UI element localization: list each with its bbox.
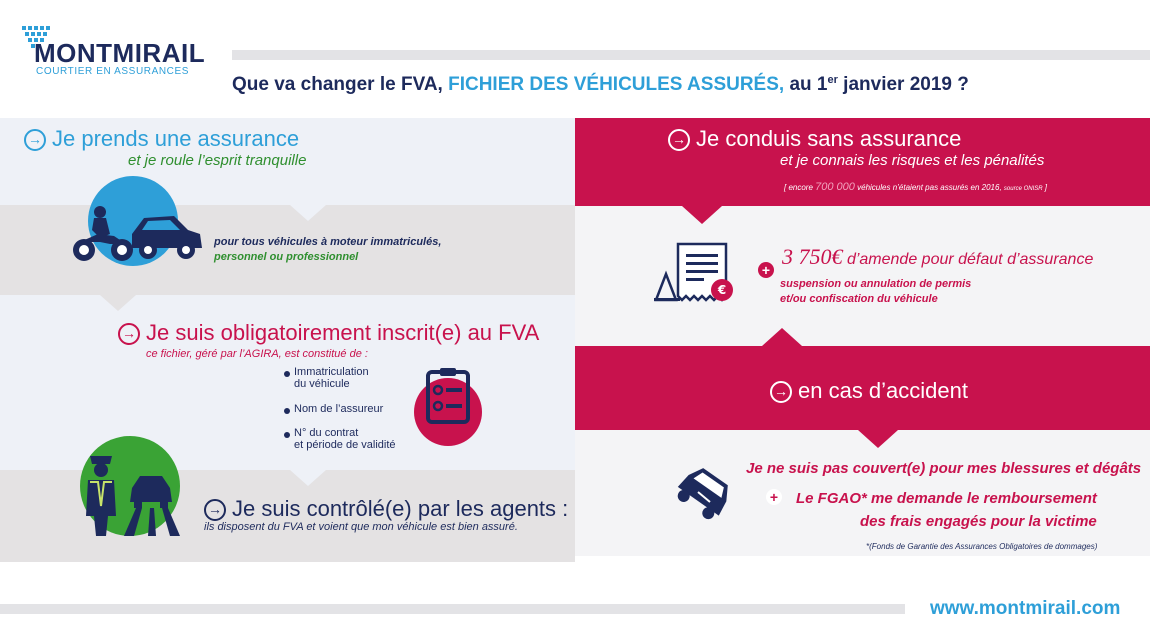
- fva-item-1: [284, 366, 369, 390]
- title-sup: er: [827, 74, 838, 86]
- penalty-line-2: et/ou confiscation du véhicule: [780, 293, 938, 305]
- left-notch-2: [100, 295, 136, 311]
- arrow-circle-icon: →: [118, 323, 140, 345]
- penalty-line-1: suspension ou annulation de permis: [780, 278, 972, 290]
- accident-line-1: Je ne suis pas couvert(e) pour mes blessures et dégâts: [746, 460, 1142, 477]
- police-officer-icon: [76, 446, 188, 536]
- insured-line-1: pour tous véhicules à moteur immatriculés,: [214, 236, 442, 248]
- clipboard-checklist-icon: [424, 366, 472, 424]
- fva-item-3: [284, 427, 396, 451]
- penalty-plus: [758, 262, 774, 280]
- controlled-subtitle: ils disposent du FVA et voient que mon véhicule est bien assuré.: [204, 521, 518, 533]
- arrow-circle-icon: →: [668, 129, 690, 151]
- fva-item-3-line-2: et période de validité: [294, 439, 396, 451]
- uninsured-note-number: 700 000: [815, 181, 855, 193]
- title-part-1: Que va changer le FVA,: [232, 74, 449, 95]
- registered-title-text: Je suis obligatoirement inscrit(e) au FVA: [146, 320, 540, 345]
- insured-title: [24, 126, 299, 152]
- uninsured-note-open: [ encore: [784, 183, 816, 192]
- arrow-circle-icon: →: [770, 381, 792, 403]
- title-part-2: FICHIER DES VÉHICULES ASSURÉS,: [448, 74, 785, 95]
- accident-line-3: des frais engagés pour la victime: [860, 513, 1097, 530]
- registered-title: [118, 320, 539, 346]
- insured-title-text: Je prends une assurance: [52, 126, 300, 151]
- uninsured-note-mid: véhicules n’étaient pas assurés en 2016,: [854, 183, 1004, 192]
- plus-icon: +: [766, 489, 782, 505]
- header-divider: [232, 50, 1150, 60]
- uninsured-note-close: ]: [1042, 183, 1048, 192]
- accident-plus: [766, 489, 782, 507]
- footer-divider: [0, 604, 905, 614]
- website-link[interactable]: www.montmirail.com: [930, 598, 1121, 619]
- insured-line-2: personnel ou professionnel: [214, 251, 359, 263]
- uninsured-title: [668, 126, 961, 152]
- fva-item-1-line-2: du véhicule: [294, 378, 350, 390]
- svg-text:€: €: [717, 283, 727, 297]
- uninsured-note: [784, 181, 1047, 193]
- fva-item-2-line-1: Nom de l’assureur: [294, 403, 384, 415]
- accident-title: [770, 378, 968, 404]
- title-part-3: au 1: [784, 74, 828, 95]
- fva-item-1-line-1: Immatriculation: [294, 366, 369, 378]
- crashed-car-icon: [676, 462, 736, 522]
- uninsured-note-source: source ONISR: [1003, 186, 1043, 192]
- uninsured-subtitle: et je connais les risques et les pénalités: [780, 152, 1045, 169]
- accident-line-2: Le FGAO* me demande le remboursement: [796, 490, 1097, 507]
- bullet-icon: [284, 432, 290, 438]
- fva-item-3-line-1: N° du contrat: [294, 427, 359, 439]
- accident-footnote: *(Fonds de Garantie des Assurances Obligatoires de dommages): [866, 542, 1098, 551]
- left-notch-1: [290, 205, 326, 221]
- arrow-circle-icon: →: [24, 129, 46, 151]
- bullet-icon: [284, 408, 290, 414]
- left-notch-3: [290, 470, 326, 486]
- fva-item-2: [284, 403, 383, 415]
- registered-intro: ce fichier, géré par l’AGIRA, est constitué de :: [146, 348, 368, 360]
- page-title: [232, 74, 969, 96]
- brand-name: MONTMIRAIL: [34, 38, 206, 68]
- right-notch-1: [682, 206, 722, 224]
- brand-tagline: COURTIER EN ASSURANCES: [36, 66, 190, 77]
- bullet-icon: [284, 371, 290, 377]
- right-notch-3: [858, 430, 898, 448]
- plus-icon: +: [758, 262, 774, 278]
- fine-document-icon: [652, 242, 738, 304]
- title-part-4: janvier 2019 ?: [837, 74, 969, 95]
- arrow-circle-icon: →: [204, 499, 226, 521]
- penalty-amount: 3 750€: [782, 244, 843, 269]
- insured-subtitle: et je roule l’esprit tranquille: [128, 152, 307, 169]
- controlled-title: [204, 496, 568, 522]
- vehicles-icon: [70, 198, 206, 268]
- penalty-headline: [782, 244, 1093, 270]
- uninsured-title-text: Je conduis sans assurance: [696, 126, 962, 151]
- penalty-amount-text: d’amende pour défaut d’assurance: [842, 251, 1094, 268]
- controlled-title-text: Je suis contrôlé(e) par les agents :: [232, 496, 569, 521]
- accident-title-text: en cas d’accident: [798, 378, 968, 403]
- right-notch-2: [762, 328, 802, 346]
